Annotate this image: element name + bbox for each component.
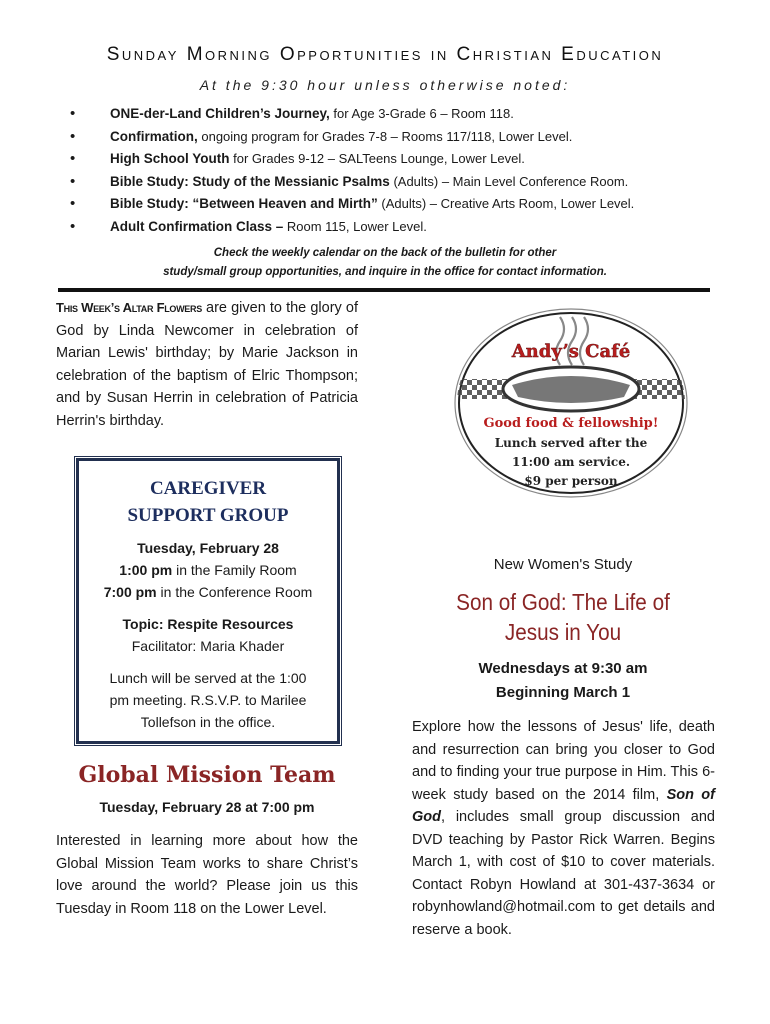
cafe-line: 11:00 am service. — [511, 455, 631, 469]
caregiver-lunch: pm meeting. R.S.V.P. to Marilee — [109, 692, 307, 708]
body-text: Explore how the lessons of Jesus' life, death and resurrection can bring you closer to God and to finding your true purpose in Him. This 6-week study based on the 2014 film, — [412, 719, 715, 803]
caregiver-title-line: SUPPORT GROUP — [127, 505, 289, 526]
item-detail: (Adults) – Creative Arts Room, Lower Level. — [377, 196, 635, 212]
caregiver-topic: Topic: Respite Resources — [122, 616, 294, 632]
altar-flowers-paragraph — [56, 297, 358, 432]
global-mission-body: Interested in learning more about how the Global Mission Team works to share Christ’s love around the world? Please join us this Tuesday in Room 118 on the Lower Level. — [56, 833, 358, 917]
item-detail: Room 115, Lower Level. — [283, 218, 427, 234]
caregiver-title-line: CAREGIVER — [149, 478, 267, 499]
womens-study-schedule — [412, 657, 714, 705]
womens-study-title-line: Jesus in You — [504, 619, 622, 645]
calendar-note — [60, 244, 710, 282]
altar-flowers-text: are given to the glory of God by Linda Newcomer in celebration of Marian Lewis' birthday; by Marie Jackson in celebration of the baptism of Elric Thompson; and by Susan Herrin in celebration of Patricia Herrin's birthday. — [56, 300, 358, 429]
session-place: in the Conference Room — [156, 584, 313, 600]
global-mission-title: Global Mission Team — [78, 762, 336, 788]
item-detail: ongoing program for Grades 7-8 – Rooms 117/118, Lower Level. — [197, 128, 573, 144]
list-item — [68, 103, 718, 126]
list-item — [68, 193, 718, 216]
section-divider — [58, 288, 710, 292]
note-line: Check the weekly calendar on the back of the bulletin for other — [213, 247, 557, 259]
caregiver-support-box — [76, 458, 340, 744]
womens-study-title — [427, 587, 699, 647]
item-detail: for Grades 9-12 – SALTeens Lounge, Lower Level. — [229, 151, 525, 167]
film-title: Son of God — [412, 786, 715, 825]
caregiver-facilitator: Facilitator: Maria Khader — [131, 638, 285, 654]
altar-flowers-lead: This Week’s Altar Flowers — [56, 300, 202, 315]
item-name: Confirmation, — [110, 128, 198, 144]
schedule-line: Beginning March 1 — [495, 684, 631, 701]
page-subtitle: At the 9:30 hour unless otherwise noted: — [199, 77, 571, 93]
item-name: Adult Confirmation Class – — [110, 218, 284, 234]
cafe-price: $9 per person — [524, 474, 618, 488]
session-time: 1:00 pm — [119, 562, 173, 578]
global-mission-date: Tuesday, February 28 at 7:00 pm — [99, 799, 315, 815]
schedule-line: Wednesdays at 9:30 am — [478, 660, 648, 677]
womens-study-label: New Women's Study — [493, 556, 633, 573]
item-detail: for Age 3-Grade 6 – Room 118. — [329, 106, 514, 121]
item-name: High School Youth — [110, 151, 230, 167]
caregiver-lunch: Tollefson in the office. — [140, 714, 276, 730]
caregiver-date: Tuesday, February 28 — [137, 540, 279, 556]
item-name: Bible Study: “Between Heaven and Mirth” — [110, 196, 378, 212]
list-item — [68, 148, 718, 171]
body-text: , includes small group discussion and DVD teaching by Pastor Rick Warren. Begins March 1, with cost of $10 to cover materials. Contact Robyn Howland at 301-437-3634 or robynhowland@hotmail.com to get details and reserve a book. — [412, 809, 715, 938]
session-time: 7:00 pm — [103, 584, 157, 600]
womens-study-title-line: Son of God: The Life of — [456, 589, 670, 615]
item-name: ONE-der-Land Children’s Journey, — [110, 106, 330, 121]
caregiver-session — [79, 559, 337, 581]
list-item — [68, 216, 718, 239]
cafe-line: Lunch served after the — [494, 436, 648, 450]
caregiver-session — [79, 581, 337, 603]
caregiver-title — [79, 475, 337, 529]
opportunity-list — [68, 103, 718, 239]
list-item — [68, 171, 718, 194]
item-detail: (Adults) – Main Level Conference Room. — [389, 173, 629, 189]
item-name: Bible Study: Study of the Messianic Psalms — [110, 173, 390, 189]
session-place: in the Family Room — [172, 562, 297, 578]
list-item — [68, 126, 718, 149]
page-title: Sunday Morning Opportunities in Christian Education — [106, 44, 664, 65]
womens-study-body — [412, 716, 715, 941]
cafe-name: Andy’s Café — [511, 341, 631, 362]
caregiver-lunch: Lunch will be served at the 1:00 — [109, 670, 307, 686]
note-line: study/small group opportunities, and inquire in the office for contact information. — [163, 266, 607, 278]
cafe-tagline: Good food & fellowship! — [483, 416, 659, 431]
andys-cafe-logo — [452, 305, 690, 501]
